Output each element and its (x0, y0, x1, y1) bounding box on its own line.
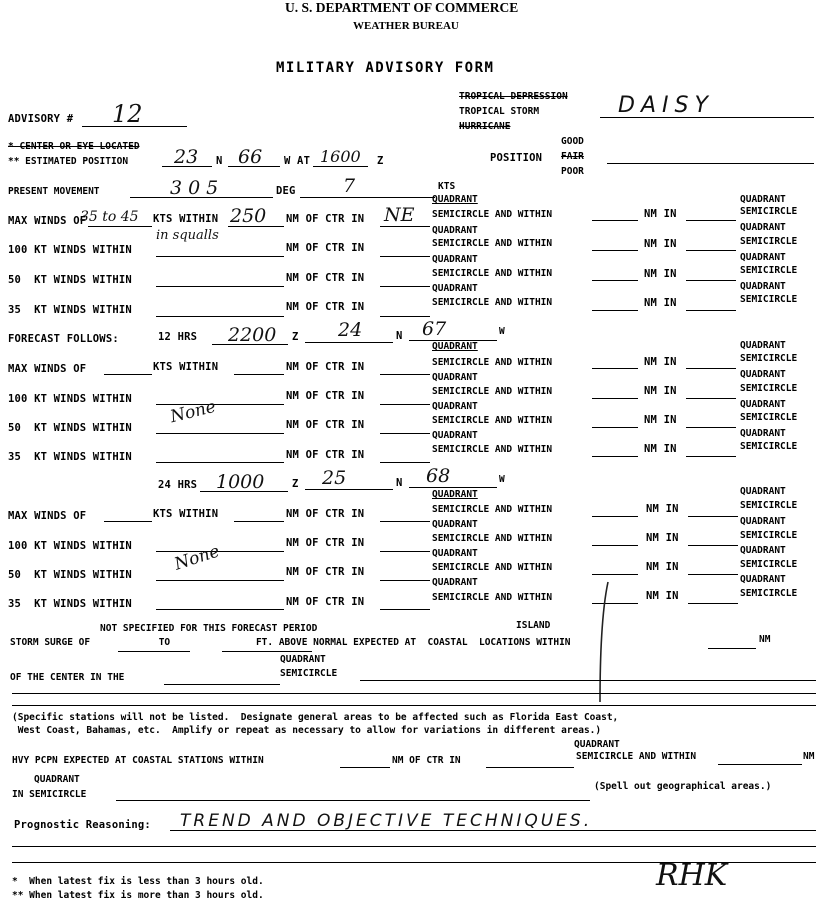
position-label: POSITION (490, 152, 543, 164)
position-fair: FAIR (561, 151, 584, 162)
center-latitude: 23 (174, 146, 199, 168)
surge-center-in-label: OF THE CENTER IN THE (10, 672, 125, 683)
spell-out-note: (Spell out geographical areas.) (594, 781, 772, 792)
squalls-note: in squalls (156, 228, 219, 243)
tropical-storm-label: TROPICAL STORM (459, 106, 540, 117)
f12-winds-50-label: 50 KT WINDS WITHIN (8, 422, 132, 434)
f24-winds-100-label: 100 KT WINDS WITHIN (8, 540, 132, 552)
movement-direction: 305 (170, 177, 225, 199)
advisory-label: ADVISORY # (8, 113, 74, 125)
max-winds-quadrant: NE (384, 204, 415, 226)
prognostic-text: TREND AND OBJECTIVE TECHNIQUES. (180, 811, 593, 831)
signature-initials: RHK (656, 858, 728, 893)
advisory-number: 12 (112, 100, 143, 128)
hurricane-label: HURRICANE (459, 121, 511, 132)
estimated-position-label: ** ESTIMATED POSITION (8, 156, 129, 167)
handwritten-vertical-stroke (590, 580, 614, 705)
forecast-12-lat: 24 (338, 319, 363, 341)
position-poor: POOR (561, 166, 584, 177)
present-movement-label: PRESENT MOVEMENT (8, 186, 100, 197)
f12-none-note: None (168, 396, 218, 428)
forecast-12-lon: 67 (422, 318, 447, 340)
forecast-24-time: 1000 (216, 471, 265, 493)
center-longitude: 66 (238, 146, 263, 168)
in-semicircle-label: IN SEMICIRCLE (12, 789, 87, 800)
max-winds-speed: 35 to 45 (80, 209, 139, 225)
footnote-2: ** When latest fix is more than 3 hours old. (12, 890, 264, 901)
winds-50-label: 50 KT WINDS WITHIN (8, 274, 132, 286)
f12-winds-100-label: 100 KT WINDS WITHIN (8, 393, 132, 405)
winds-100-label: 100 KT WINDS WITHIN (8, 244, 132, 256)
storm-surge-line: STORM SURGE OF TO FT. ABOVE NORMAL EXPECTED AT COASTAL LOCATIONS WITHIN (10, 637, 571, 648)
winds-35-label: 35 KT WINDS WITHIN (8, 304, 132, 316)
department-heading: U. S. DEPARTMENT OF COMMERCE (285, 0, 519, 15)
max-winds-label: MAX WINDS OF (8, 215, 87, 227)
forecast-24-lat: 25 (322, 467, 347, 489)
center-time: 1600 (320, 147, 361, 166)
forecast-24-lon: 68 (426, 465, 451, 487)
max-winds-radius: 250 (230, 205, 267, 227)
f12-max-winds-label: MAX WINDS OF (8, 363, 87, 375)
footnote-1: * When latest fix is less than 3 hours old. (12, 876, 264, 887)
f24-winds-50-label: 50 KT WINDS WITHIN (8, 569, 132, 581)
center-located-label: * CENTER OR EYE LOCATED (8, 141, 140, 152)
forecast-follows-label: FORECAST FOLLOWS: (8, 333, 119, 345)
f24-none-note: None (172, 541, 223, 575)
storm-name: DAISY (618, 93, 714, 118)
f24-max-winds-label: MAX WINDS OF (8, 510, 87, 522)
f12-winds-35-label: 35 KT WINDS WITHIN (8, 451, 132, 463)
f24-winds-35-label: 35 KT WINDS WITHIN (8, 598, 132, 610)
note-line-2: West Coast, Bahamas, etc. Amplify or repeat as necessary to allow for variations in different areas.) (12, 725, 602, 736)
hvy-pcpn-label: HVY PCPN EXPECTED AT COASTAL STATIONS WITHIN (12, 755, 264, 766)
form-title: MILITARY ADVISORY FORM (276, 60, 495, 76)
note-line-1: (Specific stations will not be listed. Designate general areas to be affected such as Florida East Coast, (12, 712, 619, 723)
forecast-12-time: 2200 (228, 324, 277, 346)
movement-speed: 7 (343, 175, 356, 197)
surge-not-specified: NOT SPECIFIED FOR THIS FORECAST PERIOD (100, 623, 318, 634)
tropical-depression-label: TROPICAL DEPRESSION (459, 91, 568, 102)
prognostic-label: Prognostic Reasoning: (14, 819, 151, 831)
bureau-heading: WEATHER BUREAU (353, 20, 459, 32)
position-good: GOOD (561, 136, 584, 147)
